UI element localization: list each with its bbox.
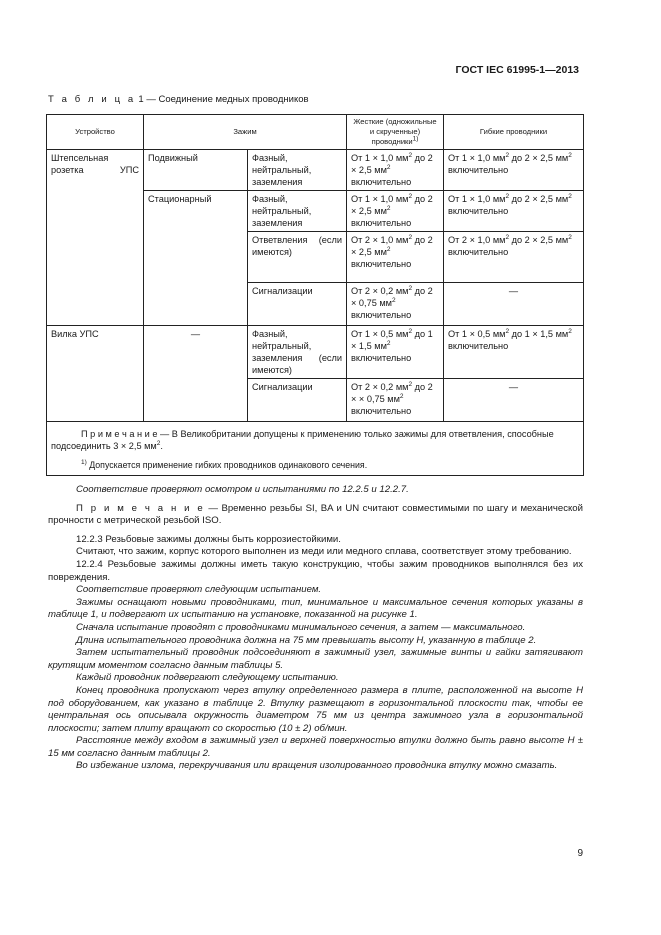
- table-row: [47, 150, 584, 191]
- cell-clamp: Сигнализации: [248, 379, 347, 422]
- cell-rigid: От 2 × 0,2 $мм^2$ до 2 × × 0,75 $мм^2$ включительно: [347, 379, 444, 422]
- cell-clamp: Фазный, нейтральный, заземления (если имеются): [248, 326, 347, 379]
- paragraph: 12.2.4 Резьбовые зажимы должны иметь такую конструкцию, чтобы зажим проводников выполнялся без их повреждения.: [48, 558, 583, 583]
- cell-clamp-type: Подвижный: [144, 150, 248, 191]
- cell-rigid: От 2 × 0,2 $мм^2$ до 2 × 0,75 $мм^2$ включительно: [347, 283, 444, 326]
- cell-flexible: От 2 × 1,0 $мм^2$ до 2 × 2,5 $мм^2$ включительно: [444, 232, 584, 283]
- cell-rigid: От 2 × 1,0 $мм^2$ до 2 × 2,5 $мм^2$ включительно: [347, 232, 444, 283]
- cell-clamp: Сигнализации: [248, 283, 347, 326]
- cell-device: Штепсельная розетка УПС: [47, 150, 144, 326]
- paragraph: Сначала испытание проводят с проводниками минимального сечения, а затем — максимального.: [76, 621, 526, 633]
- cell-device: Вилка УПС: [47, 326, 144, 422]
- paragraph: Зажимы оснащают новыми проводниками, тип, минимальное и максимальное сечения которых указаны в таблице 1, и подвергают их испытанию на установке, показанной на рисунке 1.: [48, 596, 583, 621]
- table-footer-row: [47, 422, 584, 476]
- note-paragraph: П р и м е ч а н и е — Временно резьбы SI, BA и UN считают совместимыми по шагу и механической прочности с метрической резьбой ISO.: [48, 502, 583, 527]
- table-caption-text: 1 — Соединение медных проводников: [138, 94, 309, 105]
- table-caption: [48, 94, 309, 105]
- cell-flexible: —: [444, 379, 584, 422]
- cell-flexible: —: [444, 283, 584, 326]
- table-caption-label: Т а б л и ц а: [48, 94, 136, 105]
- cell-flexible: От 1 × 0,5 $мм^2$ до 1 × 1,5 $мм^2$ включительно: [444, 326, 584, 379]
- cell-flexible: От 1 × 1,0 $мм^2$ до 2 × 2,5 $мм^2$ включительно: [444, 150, 584, 191]
- table-note: П р и м е ч а н и е — В Великобритании допущены к применению только зажимы для ответвления, способные подсоединить 3 × 2,5 $мм^2$.: [51, 429, 554, 451]
- header-clamp: Зажим: [144, 115, 347, 150]
- body-text: [48, 484, 583, 773]
- cell-rigid: От 1 × 1,0 $мм^2$ до 2 × 2,5 $мм^2$ включительно: [347, 191, 444, 232]
- table-row: [47, 326, 584, 379]
- table-footnotes: [47, 422, 584, 476]
- paragraph: Соответствие проверяют следующим испытанием.: [76, 584, 322, 596]
- paragraph: Каждый проводник подвергают следующему испытанию.: [76, 672, 339, 684]
- cell-clamp: Фазный, нейтральный, заземления: [248, 191, 347, 232]
- paragraph: Соответствие проверяют осмотром и испытаниями по 12.2.5 и 12.2.7.: [76, 484, 409, 495]
- paragraph: Затем испытательный проводник подсоединяют в зажимный узел, зажимные винты и гайки затягивают крутящим моментом согласно данным таблицы 5.: [48, 647, 583, 671]
- header-flexible: Гибкие проводники: [444, 115, 584, 150]
- standard-header: ГОСТ IEC 61995-1—2013: [455, 64, 579, 76]
- paragraph: Считают, что зажим, корпус которого выполнен из меди или медного сплава, соответствует этому требованию.: [76, 546, 572, 558]
- paragraph: Конец проводника пропускают через втулку определенного размера в плите, расположенной на высоте H под оборудованием, как указано в таблице 2. Втулку размещают в горизонтальной плоскости так, чтобы ее центральная ось описывала окружность диаметром 75 мм из центра зажимного узла в горизонтальной плоскости; затем плиту вращают со скоростью (10 ± 2) об/мин.: [48, 684, 583, 734]
- paragraph: Во избежание излома, перекручивания или вращения изолированного проводника втулку можно смазать.: [76, 760, 558, 772]
- cell-flexible: От 1 × 1,0 $мм^2$ до 2 × 2,5 $мм^2$ включительно: [444, 191, 584, 232]
- paragraph: Длина испытательного проводника должна на 75 мм превышать высоту H, указанную в таблице 2.: [76, 634, 537, 646]
- page-number: 9: [577, 848, 583, 859]
- table-footnote: $^{1)}$ Допускается применение гибких проводников одинакового сечения.: [81, 459, 368, 470]
- cell-clamp: Фазный, нейтральный, заземления: [248, 150, 347, 191]
- header-device: Устройство: [47, 115, 144, 150]
- table-header-row: [47, 115, 584, 150]
- cell-clamp: Ответвления (если имеются): [248, 232, 347, 283]
- cell-clamp-type: Стационарный: [144, 191, 248, 326]
- copper-conductors-table: [46, 114, 584, 476]
- paragraph: 12.2.3 Резьбовые зажимы должны быть коррозиестойкими.: [76, 533, 341, 545]
- cell-rigid: От 1 × 1,0 $мм^2$ до 2 × 2,5 $мм^2$ включительно: [347, 150, 444, 191]
- cell-rigid: От 1 × 0,5 $мм^2$ до 1 × 1,5 $мм^2$ включительно: [347, 326, 444, 379]
- paragraph: Расстояние между входом в зажимный узел и верхней поверхностью втулки должно быть равно высоте H ± 15 мм согласно данным таблицы 2.: [48, 735, 583, 759]
- header-rigid: Жесткие (одножильные и скрученные) проводники$^{1)}$: [347, 115, 444, 150]
- cell-clamp-type: —: [144, 326, 248, 422]
